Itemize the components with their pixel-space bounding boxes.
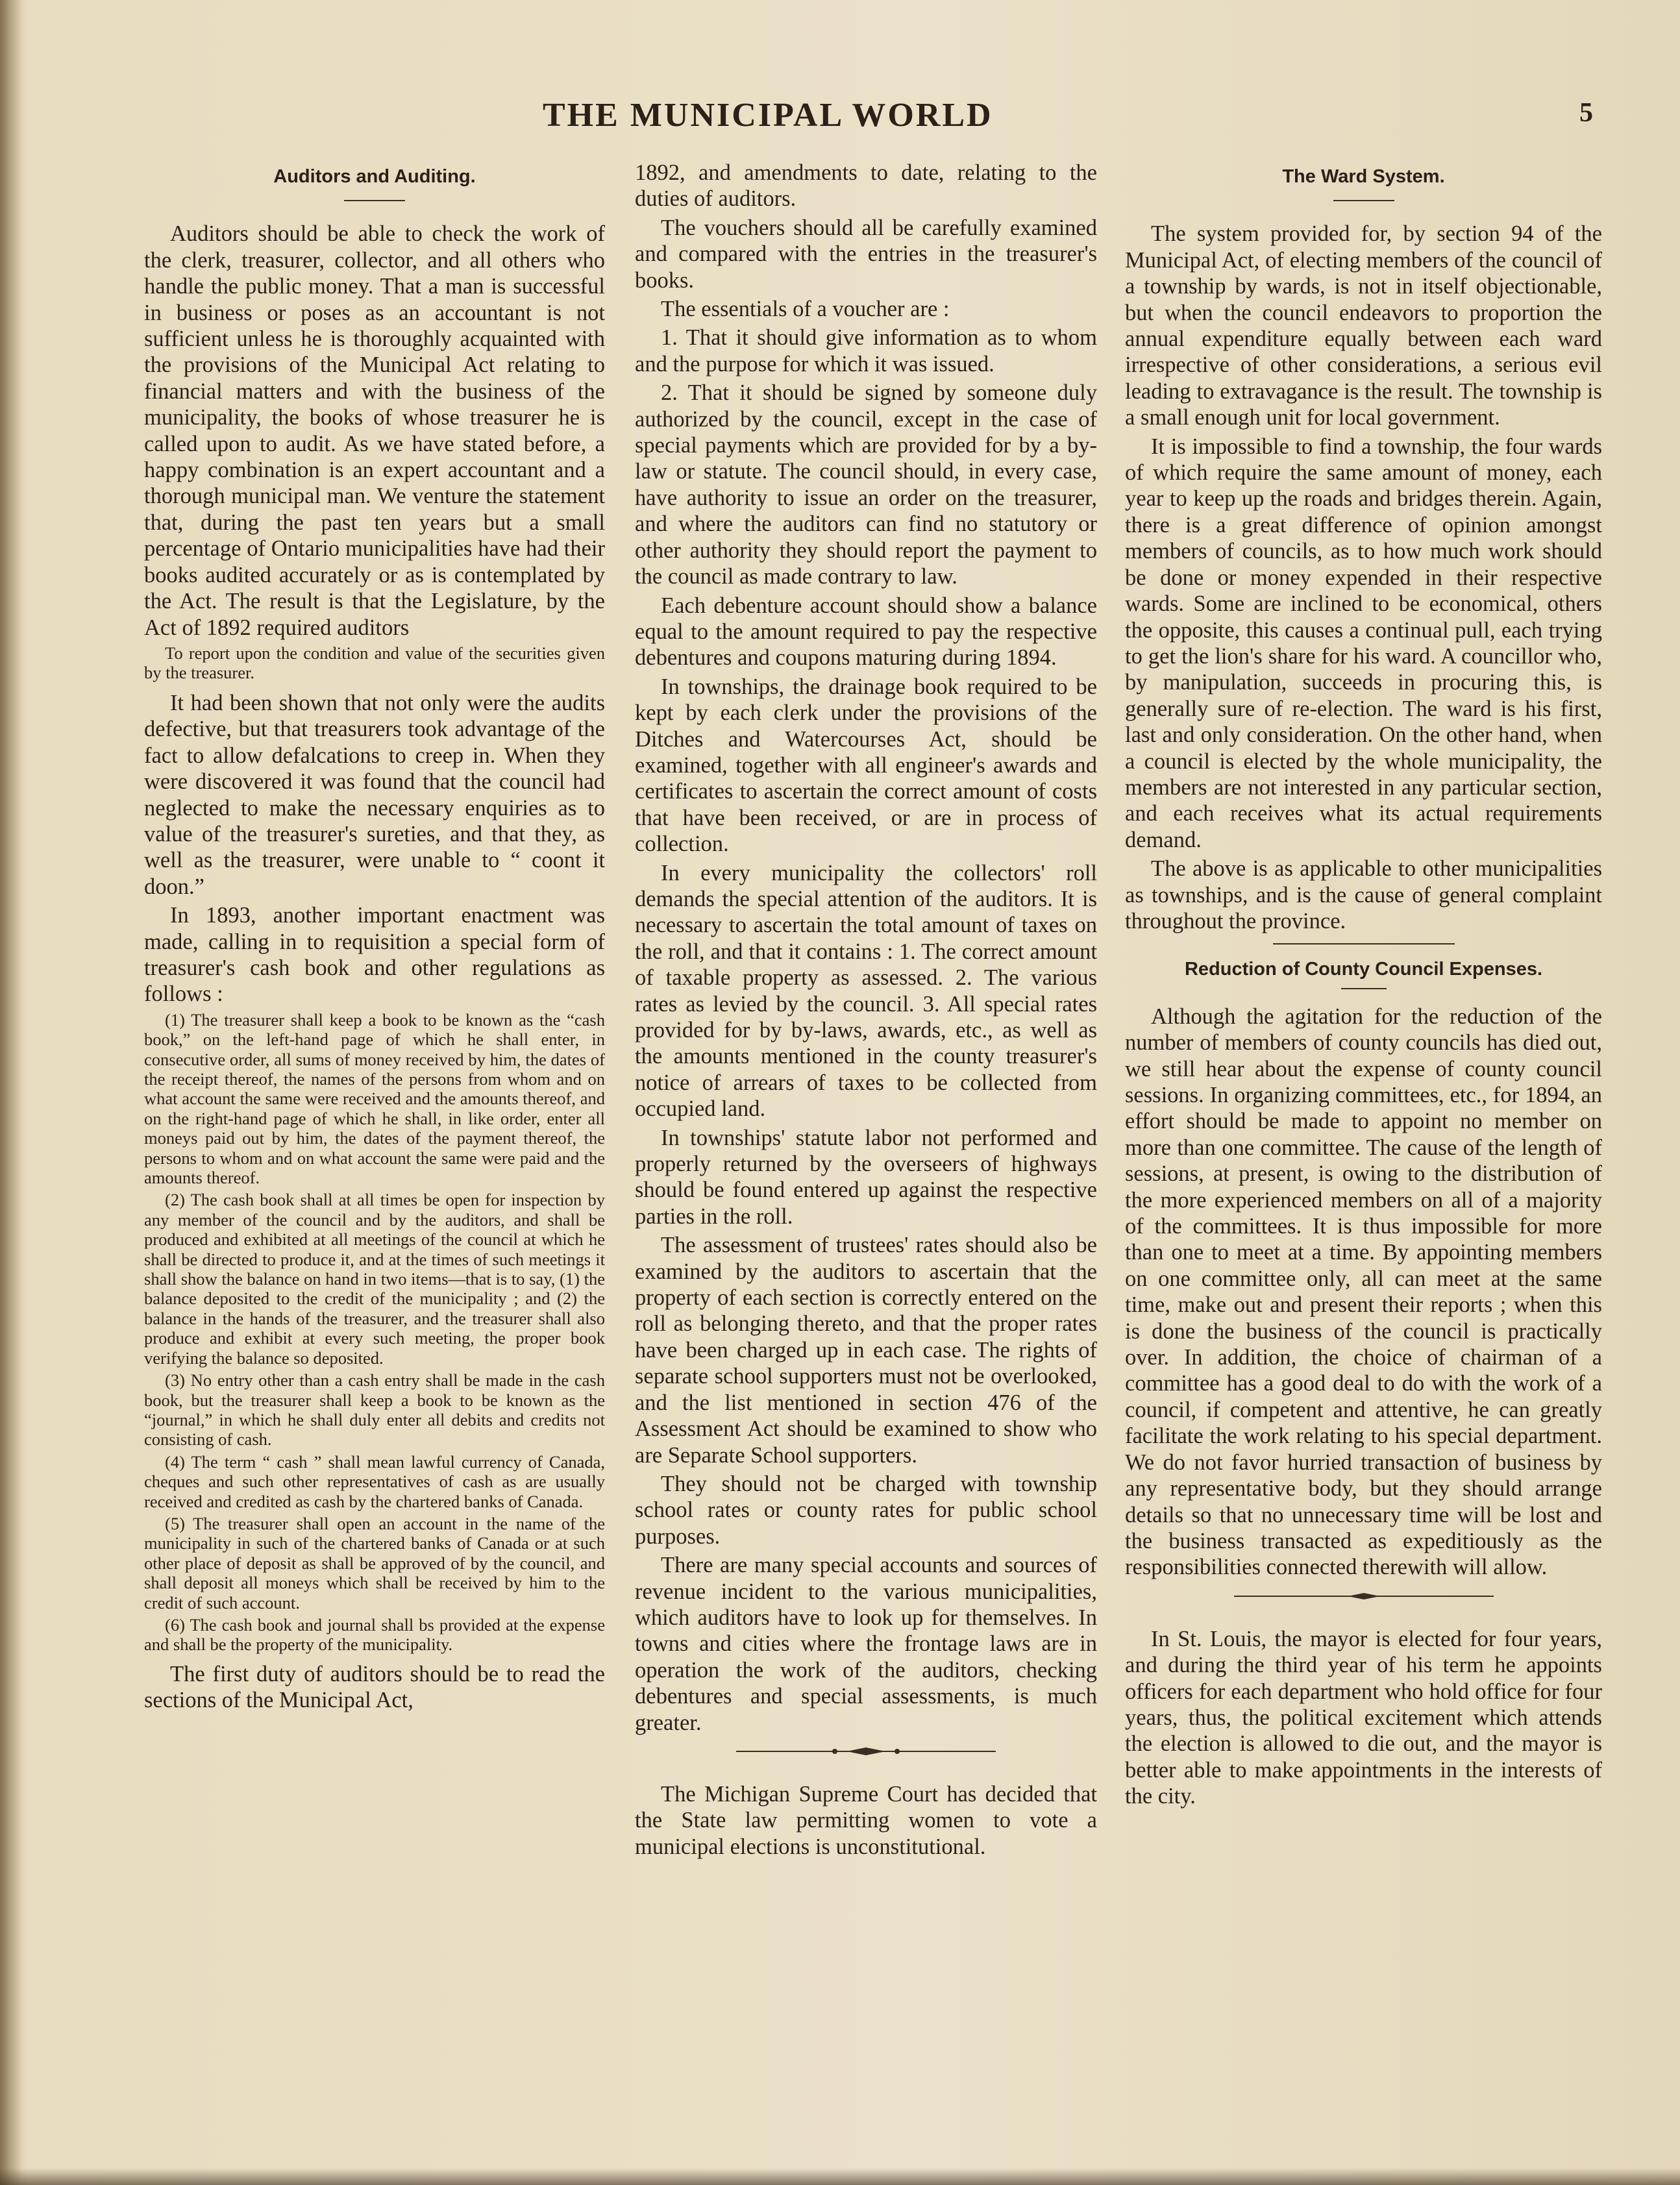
paragraph: 2. That it should be signed by someone duly authorized by the council, except in the case of special payments which are provided for by a by-law or statute. The council should, in every case, have authority to issue an order on the treasurer, and where the auditors can find no statutory or other authority they should report the payment to the council as made contrary to law. [635, 380, 1097, 589]
page-bottom-edge [0, 2168, 1680, 2185]
title-rule [1341, 988, 1387, 989]
paragraph: 1. That it should give information as to whom and the purpose for which it was issued. [635, 325, 1097, 377]
masthead: THE MUNICIPAL WORLD [543, 97, 993, 134]
paragraph: The Michigan Supreme Court has decided that the State law permitting women to vote a municipal elections is unconstitutional. [635, 1781, 1097, 1859]
article-title-county-council: Reduction of County Council Expenses. [1184, 959, 1543, 980]
section-divider [1273, 941, 1455, 947]
regulation-item: (1) The treasurer shall keep a book to be known as the “cash book,” on the left-hand page of which he shall enter, in consecutive order, all sums of money received by him, the dates of the receipt thereof, the names of the persons from whom and on what account the same were received and the amounts thereof, and on the right-hand page of which he shall, in like order, enter all moneys paid out by him, the dates of the payment thereof, the persons to whom and on what account the same were paid and the amounts thereof. [144, 1009, 605, 1188]
paragraph: Auditors should be able to check the work of the clerk, treasurer, collector, and all others who handle the public money. That a man is successful in business or poses as an accountant is not sufficient unless he is thoroughly acquainted with the provisions of the Municipal Act relating to financial matters and with the business of the municipality, the books of whose treasurer he is called upon to audit. As we have stated before, a happy combination is an expert accountant and a thorough municipal man. We venture the statement that, during the past ten years but a small percentage of Ontario municipalities have had their books audited accurately or as is contemplated by the Act. The result is that the Legislature, by the Act of 1892 required auditors [144, 221, 605, 640]
paragraph: In townships, the drainage book required to be kept by each clerk under the provisions of the Ditches and Watercourses Act, should be examined, together with all engineer's awards and certificates to ascertain the correct amount of costs that have been received, or are in process of collection. [635, 674, 1097, 857]
paragraph: The assessment of trustees' rates should also be examined by the auditors to ascertain that the property of each section is correctly entered on the roll as belonging thereto, and that the proper rates have been charged up in each case. The rights of separate school supporters must not be overlooked, and the list mentioned in section 476 of the Assessment Act should be examined to show who are Separate School supporters. [635, 1233, 1097, 1468]
paragraph: Each debenture account should show a balance equal to the amount required to pay the respective debentures and coupons maturing during 1894. [635, 593, 1097, 671]
paragraph: 1892, and amendments to date, relating to the duties of auditors. [635, 160, 1097, 212]
ornament-divider [1234, 1590, 1494, 1603]
paragraph: There are many special accounts and sources of revenue incident to the various municipalities, which auditors have to look up for themselves. In towns and cities where the frontage laws are in operation the work of the auditors, checking debentures and special assessments, is much greater. [635, 1553, 1097, 1735]
paragraph: In townships' statute labor not performed and properly returned by the overseers of highways should be found entered up against the respective parties in the roll. [635, 1125, 1097, 1229]
page-number: 5 [1579, 98, 1593, 128]
paragraph: It is impossible to find a township, the four wards of which require the same amount of money, each year to keep up the roads and bridges therein. Again, there is a great difference of opinion amongst members of councils, as to how much work should be done or money expended in their respective wards. Some are inclined to be economical, others the opposite, this causes a continual pull, each trying to get the lion's share for his ward. A councillor who, by manipulation, succeeds in procuring this, is generally sure of re-election. The ward is his first, last and only consideration. On the other hand, when a council is elected by the whole municipality, the members are not interested in any particular section, and each receives what its actual requirements demand. [1125, 434, 1602, 852]
column-2 [635, 160, 1097, 1862]
title-rule [1333, 200, 1394, 201]
paragraph: In 1893, another important enactment was made, calling in to requisition a special form of treasurer's cash book and other regulations as follows : [144, 903, 605, 1007]
regulation-item: (6) The cash book and journal shall bs provided at the expense and shall be the property of the municipality. [144, 1614, 605, 1655]
paragraph: In every municipality the collectors' roll demands the special attention of the auditors. It is necessary to ascertain the total amount of taxes on the roll, and that it contains : 1. The correct amount of taxable property as assessed. 2. The various rates as levied by the council. 3. All special rates provided for by by-laws, awards, etc., as well as the amounts mentioned in the county treasurer's notice of arrears of taxes to be collected from occupied land. [635, 860, 1097, 1122]
paragraph: The system provided for, by section 94 of the Municipal Act, of electing members of the council of a township by wards, is not in itself objectionable, but when the council endeavors to proportion the annual expenditure equally between each ward irrespective of other considerations, a serious evil leading to extravagance is the result. The township is a small enough unit for local government. [1125, 221, 1602, 430]
regulation-item: (2) The cash book shall at all times be open for inspection by any member of the council and by the auditors, and shall be produced and exhibited at all meetings of the council at which he shall be directed to produce it, and at the times of such meetings it shall show the balance on hand in two items—that is to say, (1) the balance deposited to the credit of the municipality ; and (2) the balance in the hands of the treasurer, and the treasurer shall also produce and exhibit at every such meeting, the proper book verifying the balance so deposited. [144, 1190, 605, 1368]
paragraph: In St. Louis, the mayor is elected for four years, and during the third year of his term he appoints officers for each department who hold office for four years, thus, the political excitement which attends the election is allowed to die out, and the mayor is better able to make appointments in the interests of the city. [1125, 1626, 1602, 1809]
paragraph: Although the agitation for the reduction of the number of members of county councils has died out, we still hear about the expense of county council sessions. In organizing committees, etc., for 1894, an effort should be made to appoint no member on more than one committee. The cause of the length of sessions, at present, is owing to the distribution of the more experienced members on all of a majority of the committees. It is thus impossible for more than one to meet at a time. By appointing members on one committee only, all can meet at the same time, make out and present their reports ; when this is done the business of the council is practically over. In addition, the choice of chairman of a committee has a good deal to do with the work of a council, if competent and attentive, he can greatly facilitate the work relating to his special department. We do not favor hurried transaction of business by any representative body, but they should arrange details so that no unnecessary time will be lost and the business transacted as expeditiously as the responsibilities connected therewith will allow. [1125, 1004, 1602, 1580]
quote-text: To report upon the condition and value of the securities given by the treasurer. [144, 643, 605, 682]
regulation-item: (5) The treasurer shall open an account in the name of the municipality in such of the chartered banks of Canada or at such other place of deposit as shall be approved of by the council, and shall deposit all moneys which shall be received by him to the credit of such account. [144, 1513, 605, 1612]
paragraph: It had been shown that not only were the audits defective, but that treasurers took advantage of the fact to allow defalcations to creep in. When they were discovered it was found that the council had neglected to make the necessary enquiries as to value of the treasurer's sureties, and that they, as well as the treasurer, were unable to “ coont it doon.” [144, 690, 605, 899]
binding-shadow [0, 0, 22, 2185]
column-1 [144, 160, 605, 1716]
paragraph: The vouchers should all be carefully examined and compared with the entries in the treasurer's books. [635, 215, 1097, 293]
regulation-item: (4) The term “ cash ” shall mean lawful currency of Canada, cheques and such other representatives of cash as are usually received and credited as cash by the chartered banks of Canada. [144, 1451, 605, 1511]
paragraph: The essentials of a voucher are : [661, 297, 950, 322]
block-quote [144, 643, 605, 682]
article-title-auditors: Auditors and Auditing. [273, 166, 476, 187]
regulations-list [144, 1010, 605, 1655]
regulation-item: (3) No entry other than a cash entry shall be made in the cash book, but the treasurer shall keep a book to be known as the “journal,” in which he shall duly enter all debits and credits not consisting of cash. [144, 1370, 605, 1450]
article-title-ward-system: The Ward System. [1282, 166, 1445, 187]
paragraph: The above is as applicable to other municipalities as townships, and is the cause of general complaint throughout the province. [1125, 856, 1602, 933]
column-3 [1125, 160, 1602, 1812]
title-rule [344, 200, 405, 201]
paragraph: The first duty of auditors should be to read the sections of the Municipal Act, [144, 1661, 605, 1713]
ornament-divider [736, 1745, 996, 1758]
paragraph: They should not be charged with township school rates or county rates for public school purposes. [635, 1471, 1097, 1549]
